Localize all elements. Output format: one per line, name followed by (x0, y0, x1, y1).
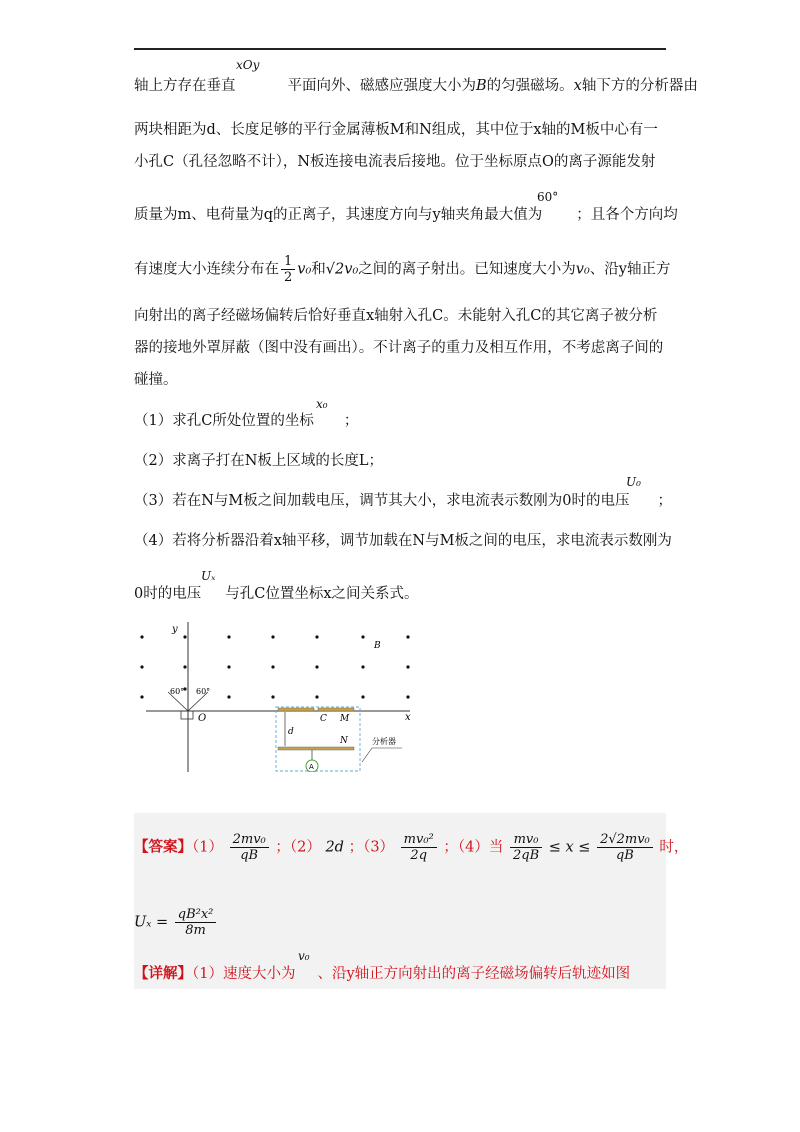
angle-60-label: 60° (537, 190, 559, 204)
var-B: B (476, 78, 487, 94)
u0-label: U₀ (626, 475, 641, 489)
plate-N-label: N (340, 736, 348, 746)
var-x: x (573, 78, 582, 94)
text-segment: 轴下方的分析器由 (581, 78, 698, 94)
text-segment: 和 (311, 261, 326, 278)
physics-diagram (140, 622, 430, 772)
text-segment: 平面向外、磁感应强度大小为 (287, 78, 476, 94)
text-segment: 的匀强磁场。 (486, 78, 574, 94)
x0-label: x₀ (316, 397, 328, 411)
top-rule (134, 48, 666, 50)
answer-line: 【答案】（1） $\frac{\text{2mv₀}}{qB}$ ；（2） 2d ；（3） $\frac{\text{mv₀²}}{2q}$ ；（4）当 $\frac{\text{mv₀}}{2qB}$ ≤ x ≤ $\frac{\text{2√2mv₀}}{qB}$ 时， (134, 832, 689, 863)
sqrt2-v0: √2v₀ (325, 261, 359, 278)
ion-source (181, 711, 193, 719)
angle-left-label: 60° (170, 687, 185, 696)
field-label-B: B (374, 641, 381, 651)
detail-v0-label: v₀ (298, 949, 310, 963)
text-segment: 、沿y轴正方 (589, 261, 671, 278)
text-segment: 有速度大小连续分布在 (134, 261, 279, 278)
answer-3-fraction: $\frac{\text{mv₀²}}{2q}$ (401, 832, 437, 863)
analyzer-label: 分析器 (372, 737, 396, 746)
x-axis-label: x (405, 712, 411, 723)
analyzer-pointer (362, 748, 372, 762)
var-v0: v₀ (297, 261, 312, 278)
plate-M-label: M (340, 714, 350, 724)
answer-4-lower-fraction: $\frac{\text{mv₀}}{2qB}$ (510, 832, 542, 863)
detail-line: 【详解】（1）速度大小为 、沿y轴正方向射出的离子经磁场偏转后轨迹如图 (134, 965, 631, 982)
answer-1-fraction: $\frac{\text{2mv₀}}{qB}$ (230, 832, 269, 863)
text-segment: ；且各个方向均 (576, 207, 678, 223)
question-3: （3）若在N与M板之间加载电压，调节其大小，求电流表示数刚为0时的电压 ； (134, 493, 672, 509)
var-v0: v₀ (575, 261, 590, 278)
problem-line-7: 器的接地外罩屏蔽（图中没有画出）。不计离子的重力及相互作用，不考虑离子间的 (134, 340, 664, 356)
problem-line-6: 向射出的离子经磁场偏转后恰好垂直x轴射入孔C。未能射入孔C的其它离子被分析 (134, 308, 658, 324)
problem-line-3: 小孔C（孔径忽略不计），N板连接电流表后接地。位于坐标原点O的离子源能发射 (134, 154, 656, 170)
ux-fraction: $\frac{\text{qB²x²}}{8m}$ (175, 907, 217, 938)
distance-d-label: d (288, 727, 294, 737)
question-4-cont: 0时的电压 与孔C位置坐标x之间关系式。 (134, 586, 419, 602)
answer-2: 2d (325, 839, 344, 856)
question-2: （2）求离子打在N板上区域的长度L； (134, 453, 384, 469)
plate-N (278, 747, 354, 750)
answer-4-inequality: ≤ x ≤ (548, 839, 591, 856)
origin-label: O (198, 713, 207, 724)
problem-line-4 (134, 203, 678, 224)
y-axis-label: y (172, 624, 178, 635)
problem-line-5 (134, 254, 671, 285)
problem-line-1 (134, 74, 698, 95)
answer-4-upper-fraction: $\frac{\text{2√2mv₀}}{qB}$ (597, 832, 653, 863)
plate-M-left (278, 708, 314, 711)
fraction-half: $\frac{1}{2}$ (281, 254, 295, 285)
question-1: （1）求孔C所处位置的坐标 ； (134, 413, 359, 429)
ammeter-label: A (309, 763, 314, 771)
detail-tag: 【详解】 (134, 965, 192, 982)
xoy-label: xOy (236, 58, 260, 72)
text-segment: 轴上方存在垂直 (134, 78, 236, 94)
question-4: （4）若将分析器沿着x轴平移，调节加载在N与M板之间的电压，求电流表示数刚为 (134, 533, 672, 549)
text-segment: 质量为m、电荷量为q的正离子，其速度方向与y轴夹角最大值为 (134, 207, 543, 223)
problem-line-2: 两块相距为d、长度足够的平行金属薄板M和N组成，其中位于x轴的M板中心有一 (134, 122, 658, 138)
hole-C-label: C (320, 714, 327, 724)
ux-label: Uₓ (201, 569, 216, 583)
text-segment: 之间的离子射出。已知速度大小为 (358, 261, 576, 278)
plate-M-right (318, 708, 354, 711)
ux-formula: Uₓ = $\frac{\text{qB²x²}}{8m}$ (134, 907, 218, 938)
answer-tag: 【答案】 (134, 838, 192, 856)
problem-line-8: 碰撞。 (134, 372, 178, 388)
angle-right-label: 60° (196, 687, 211, 696)
